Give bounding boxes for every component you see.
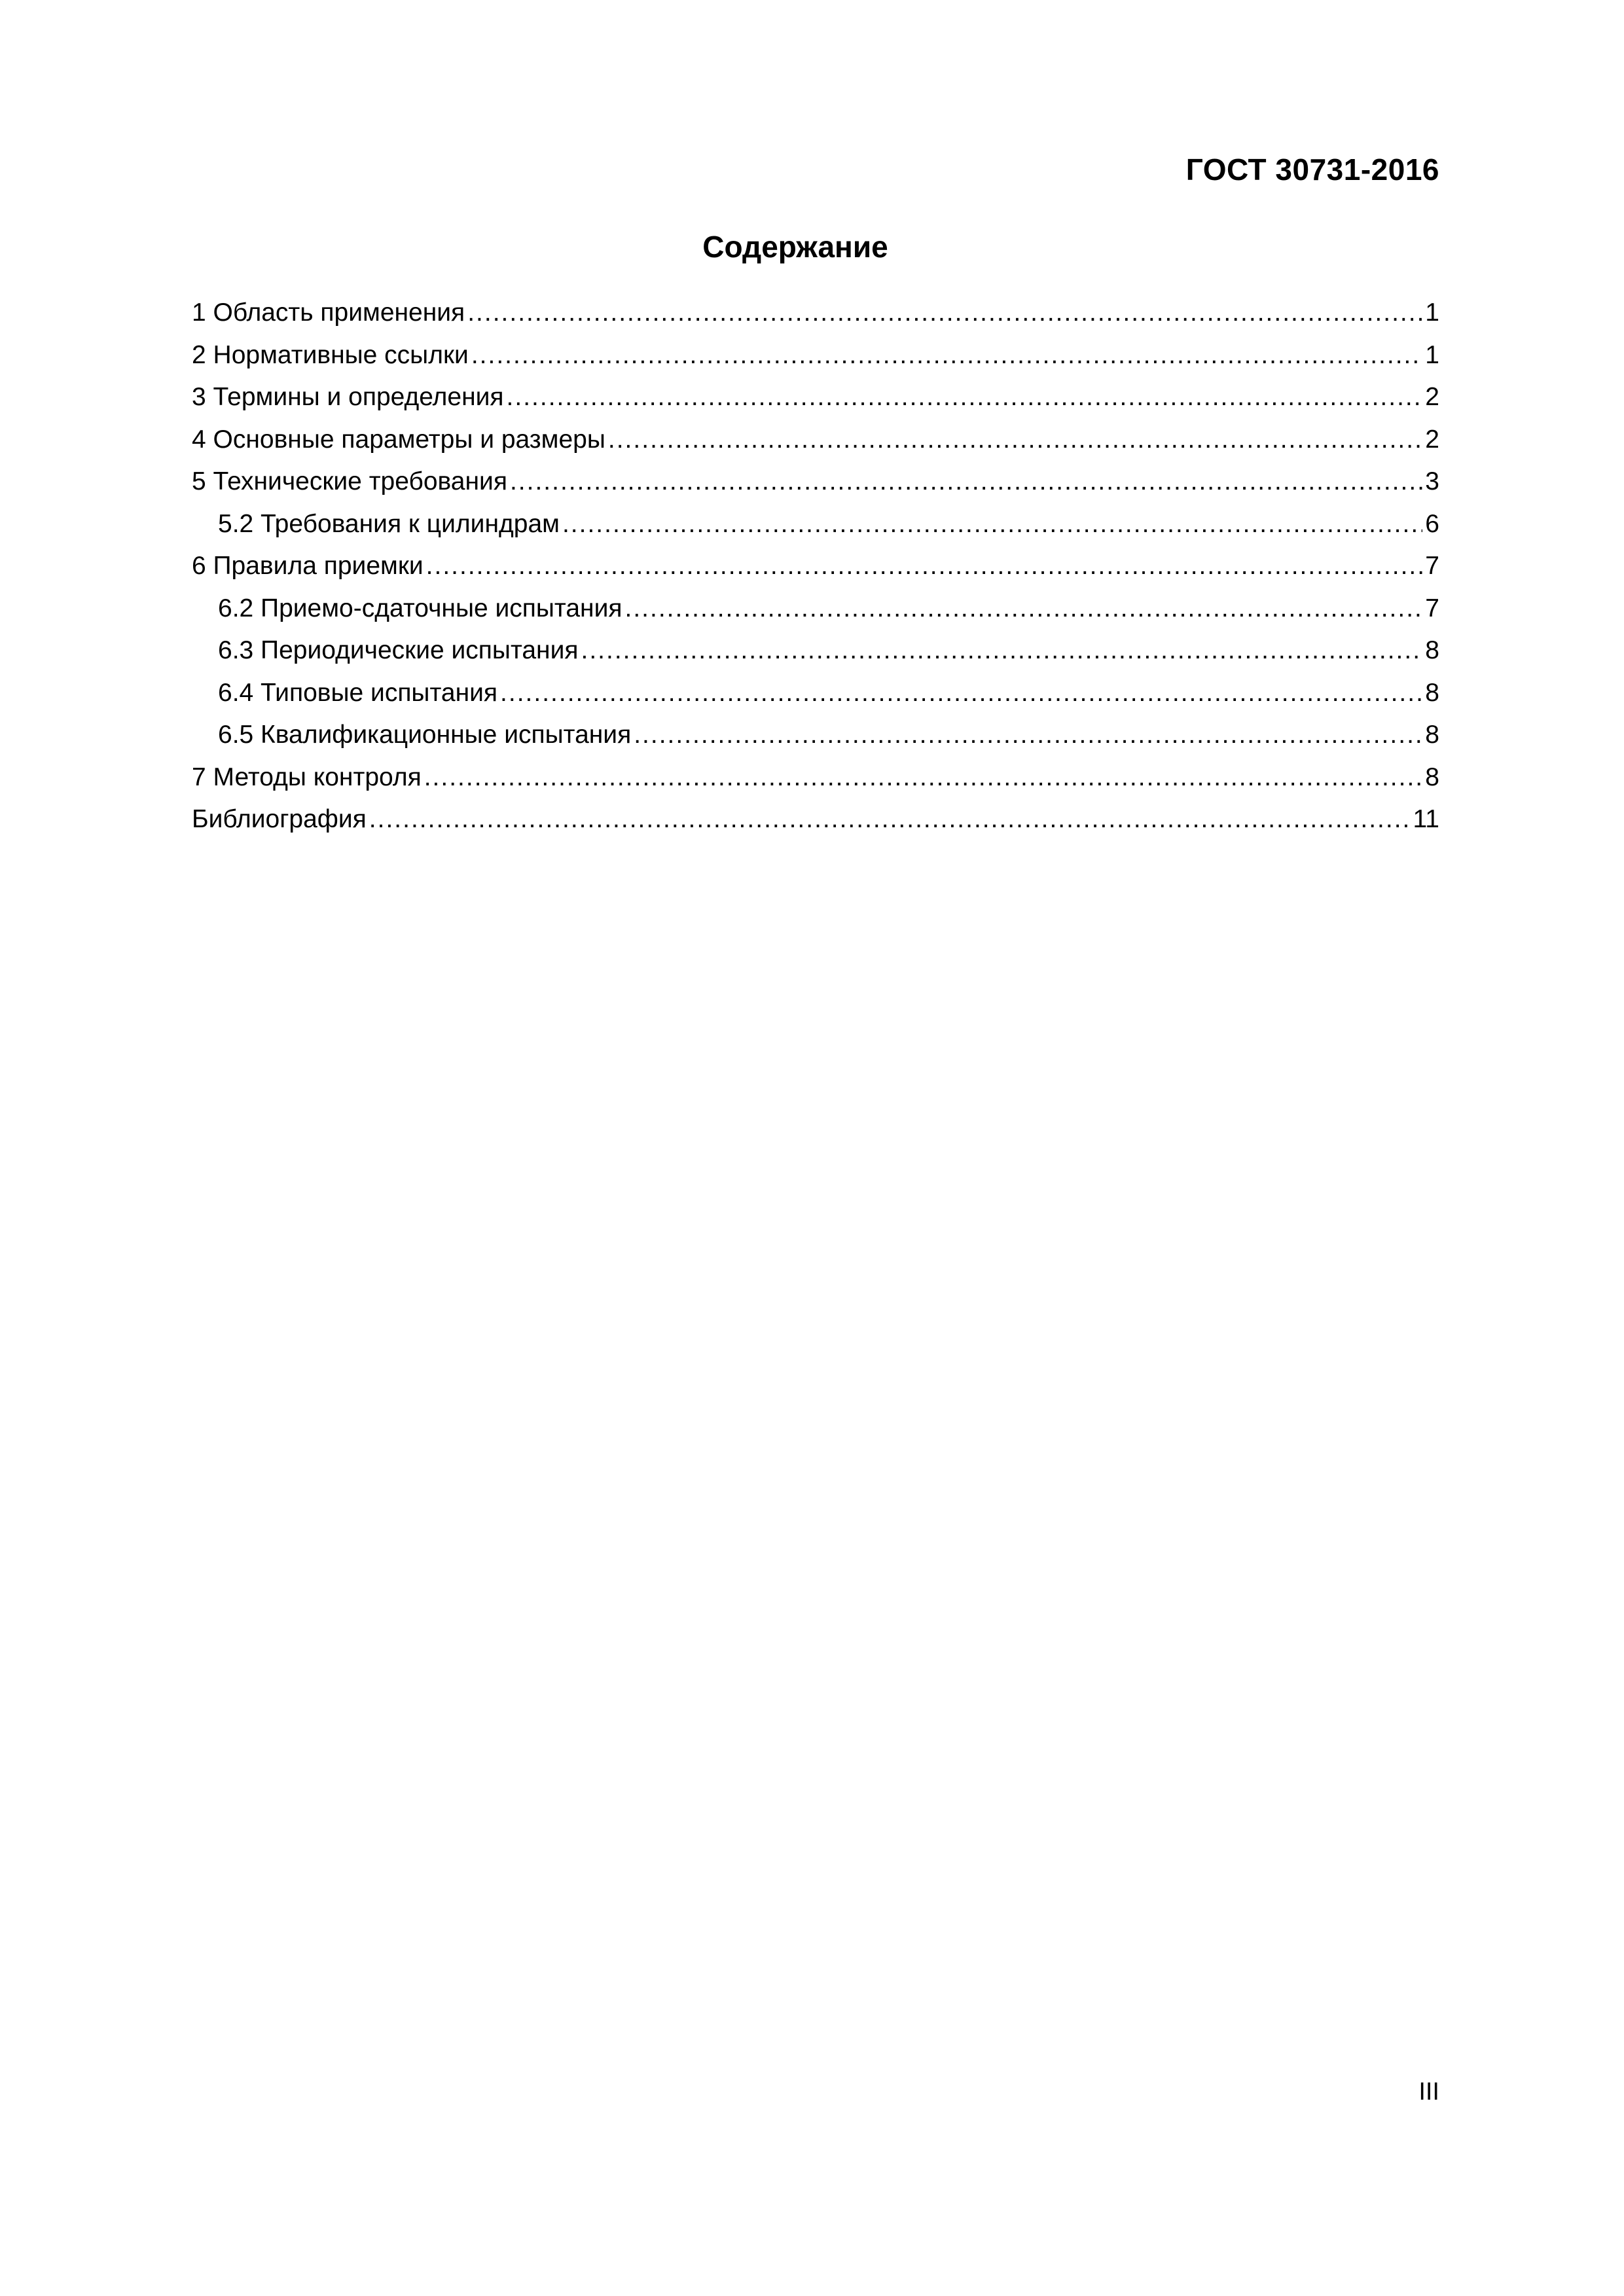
toc-leader-dots	[507, 376, 1423, 419]
toc-entry[interactable]	[192, 334, 1439, 377]
toc-leader-dots	[426, 545, 1423, 588]
toc-entry-label: 5 Технические требования	[192, 467, 507, 495]
toc-leader-dots	[608, 419, 1422, 461]
toc-entry-label: 1 Область применения	[192, 298, 465, 327]
toc-entry[interactable]	[192, 419, 1439, 461]
toc-entry-page: 11	[1413, 805, 1439, 833]
toc-entry[interactable]	[192, 757, 1439, 799]
toc-leader-dots	[369, 798, 1411, 841]
page-number: III	[1418, 2078, 1439, 2106]
toc-entry[interactable]	[192, 376, 1439, 419]
toc-title: Содержание	[702, 230, 888, 264]
toc-leader-dots	[634, 714, 1422, 757]
toc-leader-dots	[471, 334, 1422, 377]
toc-leader-dots	[562, 503, 1422, 546]
toc-leader-dots	[424, 757, 1423, 799]
toc-subentry[interactable]	[192, 503, 1439, 546]
document-code: ГОСТ 30731-2016	[1185, 152, 1439, 187]
table-of-contents	[192, 292, 1439, 841]
toc-entry-page: 1	[1425, 298, 1439, 327]
toc-entry-page: 6	[1425, 509, 1439, 538]
toc-entry-page: 2	[1425, 383, 1439, 411]
toc-entry-label: 6.4 Типовые испытания	[218, 678, 498, 707]
toc-subentry[interactable]	[192, 588, 1439, 630]
toc-leader-dots	[500, 672, 1422, 715]
toc-entry-label: 3 Термины и определения	[192, 383, 504, 411]
toc-entry-page: 7	[1425, 552, 1439, 580]
toc-leader-dots	[510, 461, 1422, 503]
toc-entry[interactable]	[192, 461, 1439, 503]
toc-entry-label: 6.5 Квалификационные испытания	[218, 721, 632, 749]
toc-entry-label: 6.2 Приемо-сдаточные испытания	[218, 594, 623, 622]
toc-entry-page: 7	[1425, 594, 1439, 622]
toc-entry-page: 2	[1425, 425, 1439, 454]
toc-entry-page: 8	[1425, 636, 1439, 664]
toc-entry-label: 4 Основные параметры и размеры	[192, 425, 605, 454]
toc-leader-dots	[625, 588, 1423, 630]
toc-entry-page: 3	[1425, 467, 1439, 495]
toc-entry-label: 6 Правила приемки	[192, 552, 424, 580]
toc-entry-label: 6.3 Периодические испытания	[218, 636, 579, 664]
toc-entry[interactable]	[192, 545, 1439, 588]
toc-leader-dots	[581, 630, 1423, 672]
toc-subentry[interactable]	[192, 630, 1439, 672]
toc-subentry[interactable]	[192, 714, 1439, 757]
toc-entry-label: 7 Методы контроля	[192, 762, 422, 791]
toc-entry-label: Библиография	[192, 805, 367, 833]
toc-entry-page: 8	[1425, 678, 1439, 707]
toc-entry-page: 8	[1425, 721, 1439, 749]
toc-entry-label: 2 Нормативные ссылки	[192, 340, 469, 369]
toc-entry-label: 5.2 Требования к цилиндрам	[218, 509, 560, 538]
toc-subentry[interactable]	[192, 672, 1439, 715]
toc-entry[interactable]	[192, 798, 1439, 841]
toc-entry-page: 8	[1425, 762, 1439, 791]
toc-entry-page: 1	[1425, 340, 1439, 369]
toc-entry[interactable]	[192, 292, 1439, 334]
toc-leader-dots	[467, 292, 1422, 334]
